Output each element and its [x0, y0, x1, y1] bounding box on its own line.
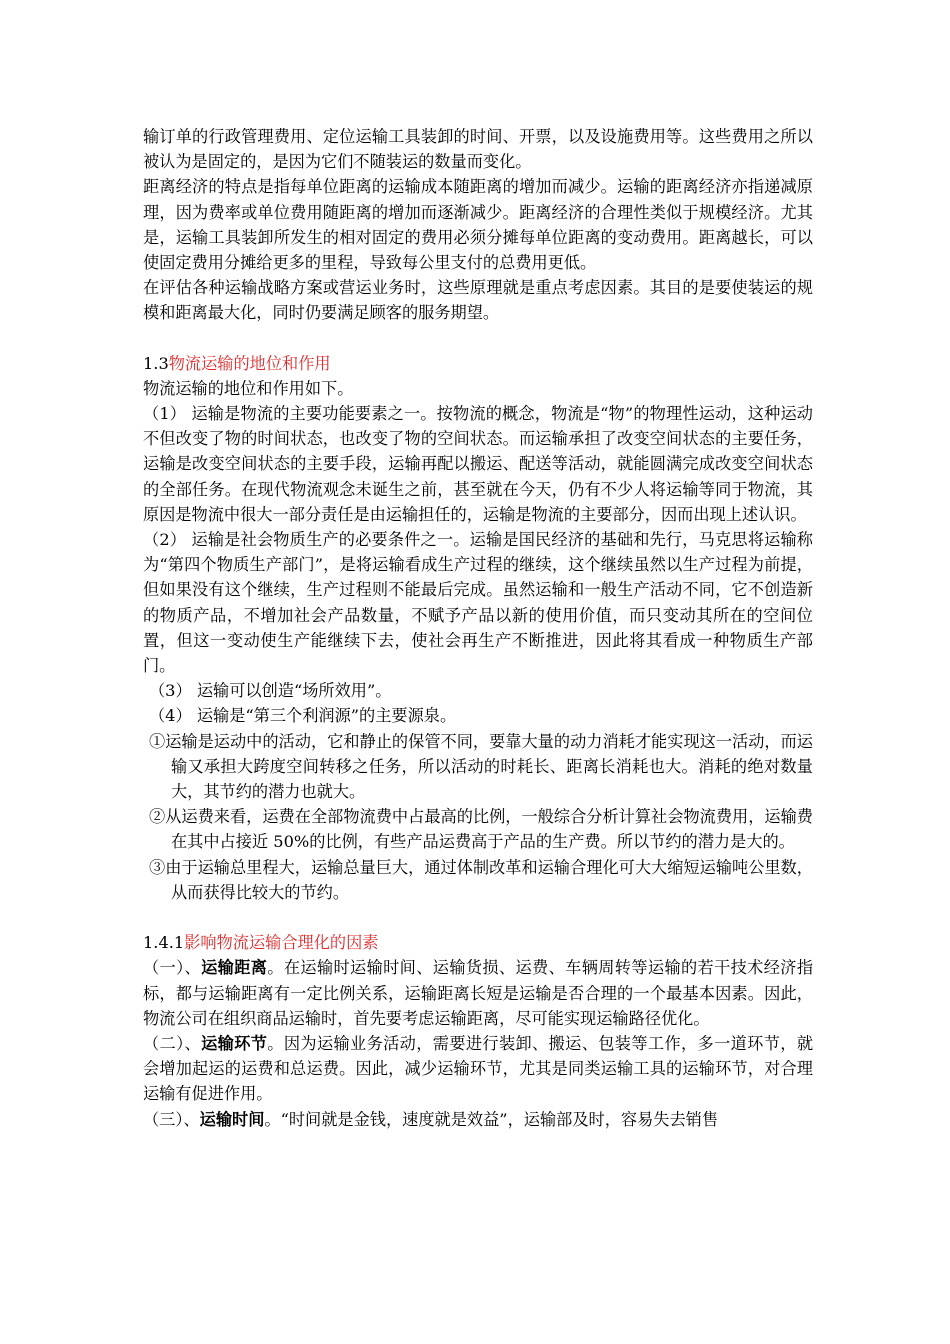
- factor-keyword: 运输距离: [201, 958, 268, 978]
- list-item-1: （1） 运输是物流的主要功能要素之一。按物流的概念，物流是“物”的物理性运动，这种运动不但改变了物的时间状态，也改变了物的空间状态。而运输承担了改变空间状态的主要任务，运输是改变空间状态的主要手段，运输再配以搬运、配送等活动，就能圆满完成改变空间状态的全部任务。在现代物流观念未诞生之前，甚至就在今天，仍有不少人将运输等同于物流，其原因是物流中很大一部分责任是由运输担任的，运输是物流的主要部分，因而出现上述认识。: [143, 404, 813, 524]
- factor-keyword: 运输环节: [201, 1033, 268, 1053]
- paragraph-distance-economy: 距离经济的特点是指每单位距离的运输成本随距离的增加而减少。运输的距离经济亦指递减原理，因为费率或单位费用随距离的增加而逐渐减少。距离经济的合理性类似于规模经济。尤其是，运输工具装卸所发生的相对固定的费用必须分摊每单位距离的变动费用。距离越长，可以使固定费用分摊给更多的里程，导致每公里支付的总费用更低。: [143, 177, 813, 273]
- section-lead: 物流运输的地位和作用如下。: [143, 378, 354, 398]
- paragraph-fixed-cost: 输订单的行政管理费用、定位运输工具装卸的时间、开票，以及设施费用等。这些费用之所以被认为是固定的，是因为它们不随装运的数量而变化。: [143, 127, 813, 172]
- section-heading-1-4-1: [143, 930, 813, 955]
- list-item-2: （2） 运输是社会物质生产的必要条件之一。运输是国民经济的基础和先行，马克思将运输称为“第四个物质生产部门”，是将运输看成生产过程的继续，这个继续虽然以生产过程为前提，但如果没有这个继续，生产过程则不能最后完成。虽然运输和一般生产活动不同，它不创造新的物质产品，不增加社会产品数量，不赋予产品以新的使用价值，而只变动其所在的空间位置，但这一变动使生产能继续下去，使社会再生产不断推进，因此将其看成一种物质生产部门。: [143, 530, 813, 676]
- factor-prefix: （三）、: [143, 1109, 200, 1129]
- document-page: [143, 124, 813, 1132]
- factor-prefix: （一）、: [143, 958, 202, 978]
- list-item-4: （4） 运输是“第三个利润源”的主要源泉。: [149, 706, 457, 726]
- section-title: 物流运输的地位和作用: [168, 353, 331, 373]
- sub-item-2: ②从运费来看，运费在全部物流费中占最高的比例，一般综合分析计算社会物流费用，运输费在其中占接近 50%的比例，有些产品运费高于产品的生产费。所以节约的潜力是大的。: [149, 807, 813, 852]
- section-title: 影响物流运输合理化的因素: [184, 933, 379, 953]
- section-heading-1-3: [143, 351, 813, 376]
- factor-text: 。因为运输业务活动，需要进行装卸、搬运、包装等工作，多一道环节，就会增加起运的运费和总运费。因此，减少运输环节，尤其是同类运输工具的运输环节，对合理运输有促进作用。: [143, 1033, 814, 1104]
- section-number: 1.4.1: [143, 933, 185, 953]
- sub-item-1: ①运输是运动中的活动，它和静止的保管不同，要靠大量的动力消耗才能实现这一活动，而运输又承担大跨度空间转移之任务，所以活动的时耗长、距离长消耗也大。消耗的绝对数量大，其节约的潜力也就大。: [149, 731, 813, 802]
- spacer: [143, 326, 813, 351]
- factor-time: [143, 1107, 813, 1132]
- paragraph-evaluation: 在评估各种运输战略方案或营运业务时，这些原理就是重点考虑因素。其目的是要使装运的规模和距离最大化，同时仍要满足顾客的服务期望。: [143, 278, 813, 323]
- factor-distance: [143, 955, 813, 1031]
- sub-item-3: ③由于运输总里程大，运输总量巨大，通过体制改革和运输合理化可大大缩短运输吨公里数，从而获得比较大的节约。: [149, 857, 813, 902]
- factor-keyword: 运输时间: [199, 1109, 265, 1129]
- section-number: 1.3: [143, 353, 169, 373]
- factor-prefix: （二）、: [143, 1033, 202, 1053]
- list-item-3: （3） 运输可以创造“场所效用”。: [149, 681, 392, 701]
- factor-links: [143, 1031, 813, 1107]
- factor-text: 。在运输时运输时间、运输货损、运费、车辆周转等运输的若干技术经济指标，都与运输距离有一定比例关系，运输距离长短是运输是否合理的一个最基本因素。因此，物流公司在组织商品运输时，首先要考虑运输距离，尽可能实现运输路径优化。: [143, 958, 814, 1028]
- spacer: [143, 905, 813, 930]
- factor-text: 。“时间就是金钱，速度就是效益”，运输部及时，容易失去销售: [264, 1109, 719, 1129]
